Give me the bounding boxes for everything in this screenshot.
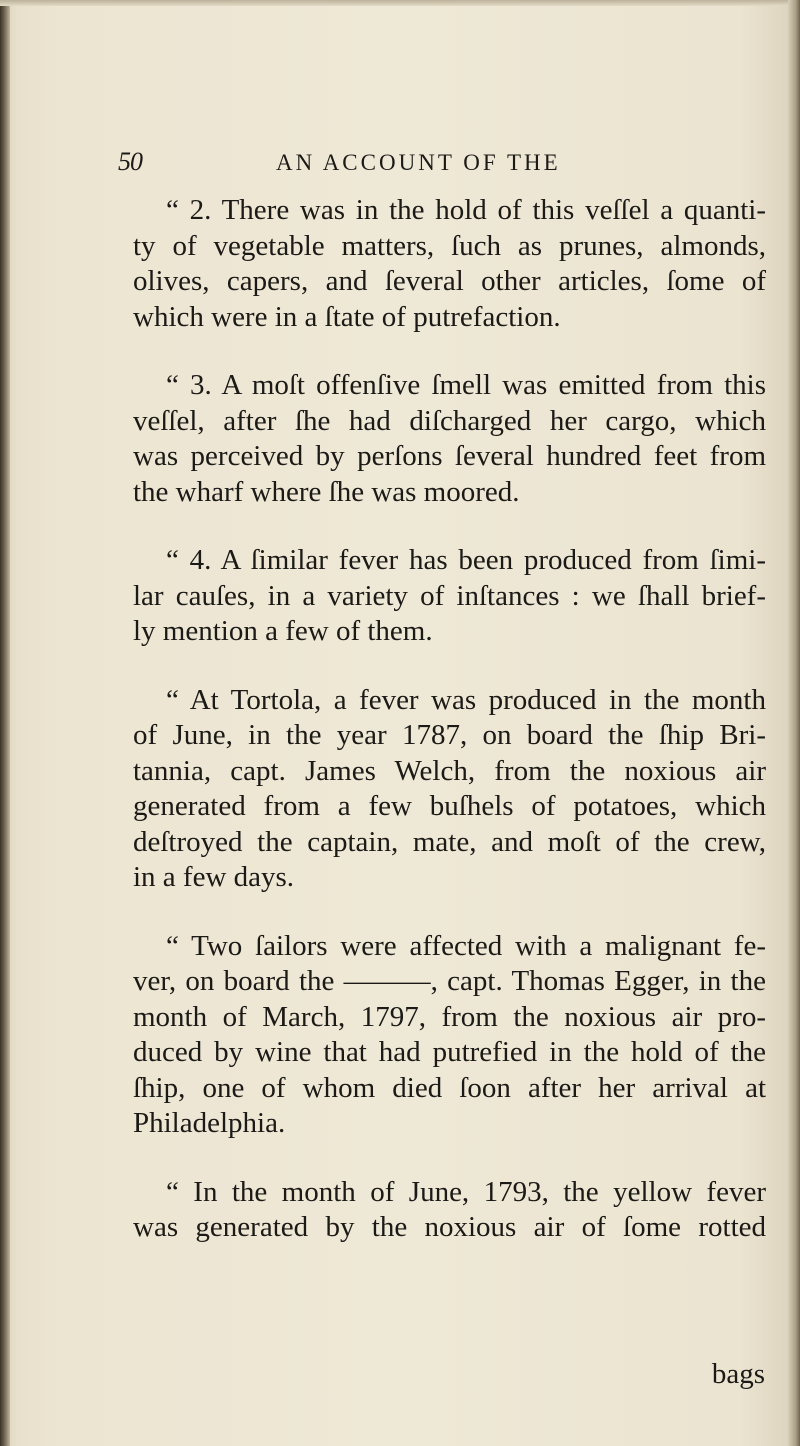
text-line: ly mention a few of them. <box>133 615 433 647</box>
text-line: “ In the month of June, 1793, the yellow fever <box>166 1175 766 1208</box>
text-line: ty of vegetable matters, ſuch as prunes, almonds, <box>133 229 766 262</box>
paragraph-two-sailors <box>133 929 766 1142</box>
text-line: in a few days. <box>133 861 295 893</box>
text-line: which were in a ſtate of putrefaction. <box>133 300 561 333</box>
text-line: “ Two ſailors were affected with a malignant fe- <box>166 929 766 962</box>
catchword: bags <box>711 1358 765 1390</box>
text-line: olives, capers, and ſeveral other articles, ſome of <box>133 265 766 297</box>
book-binding-shadow <box>0 0 10 1446</box>
text-line: generated from a few buſhels of potatoes, which <box>133 790 766 822</box>
text-line: was perceived by perſons ſeveral hundred feet from <box>133 440 766 472</box>
running-head: AN ACCOUNT OF THE <box>276 150 561 175</box>
body-text <box>133 193 766 1279</box>
paragraph-item-4 <box>133 543 766 650</box>
text-line: duced by wine that had putrefied in the hold of the <box>133 1036 766 1068</box>
text-line: deſtroyed the captain, mate, and moſt of the crew, <box>133 825 766 858</box>
text-line: “ 2. There was in the hold of this veſſel a quanti- <box>166 194 766 226</box>
page-header <box>118 147 758 179</box>
paragraph-item-3 <box>133 368 766 510</box>
text-line: was generated by the noxious air of ſome rotted <box>133 1211 766 1243</box>
text-line: month of March, 1797, from the noxious air pro- <box>133 1000 766 1033</box>
text-line: “ 3. A moſt offenſive ſmell was emitted from this <box>166 369 766 401</box>
text-line: tannia, capt. James Welch, from the noxious air <box>133 754 766 787</box>
text-line: ſhip, one of whom died ſoon after her arrival at <box>133 1071 766 1104</box>
text-line: lar cauſes, in a variety of inſtances : we ſhall brief- <box>133 579 766 612</box>
text-line: ver, on board the ———, capt. Thomas Egger, in the <box>133 965 766 997</box>
text-line: the wharf where ſhe was moored. <box>133 475 520 508</box>
paragraph-june-1793 <box>133 1175 766 1246</box>
paragraph-tortola <box>133 683 766 896</box>
page-number: 50 <box>118 147 142 176</box>
text-line: “ 4. A ſimilar fever has been produced from ſimi- <box>166 544 766 576</box>
text-line: of June, in the year 1787, on board the ſhip Bri- <box>133 719 766 751</box>
paragraph-item-2 <box>133 193 766 335</box>
text-line: veſſel, after ſhe had diſcharged her cargo, which <box>133 404 766 437</box>
text-line: “ At Tortola, a fever was produced in the month <box>166 683 766 716</box>
page-right-edge <box>788 0 800 1446</box>
text-line: Philadelphia. <box>133 1107 286 1139</box>
page-top-edge <box>0 0 800 6</box>
